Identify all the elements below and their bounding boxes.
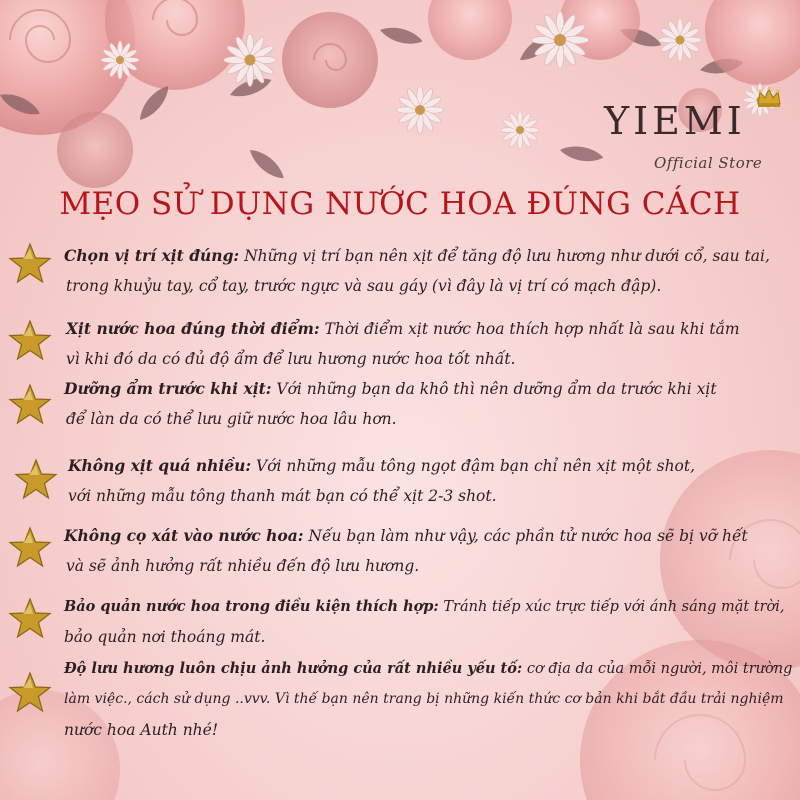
tip-text	[64, 591, 785, 623]
tip-heading: Dưỡng ẩm trước khi xịt:	[64, 379, 272, 398]
tip-text	[66, 271, 661, 302]
brand-name: YIEMI	[604, 99, 746, 143]
tip-body: Với những bạn da khô thì nên dưỡng ẩm da trước khi xịt	[271, 380, 717, 398]
star-icon	[8, 242, 52, 286]
tip-heading: Độ lưu hương luôn chịu ảnh hưởng của rất nhiều yếu tố:	[64, 660, 523, 677]
tip-body: với những mẫu tông thanh mát bạn có thể xịt 2-3 shot.	[68, 487, 497, 505]
tip-body: làm việc., cách sử dụng ..vvv. Vì thế bạn nên trang bị những kiến thức cơ bản khi bắt đầu trải nghiệm	[64, 691, 784, 707]
tip-body: để làn da có thể lưu giữ nước hoa lâu hơn.	[66, 410, 397, 428]
tip-body: Những vị trí bạn nên xịt để tăng độ lưu hương như dưới cổ, sau tai,	[239, 247, 770, 265]
tip-text	[68, 481, 497, 512]
tip-text	[64, 520, 748, 552]
tip-body: cơ địa da của mỗi người, môi trường	[522, 661, 793, 677]
tip-text	[68, 450, 695, 482]
tip-body: nước hoa Auth nhé!	[64, 721, 219, 739]
star-icon	[8, 526, 52, 570]
page-title: MẸO SỬ DỤNG NƯỚC HOA ĐÚNG CÁCH	[59, 186, 741, 222]
tip-body: trong khuỷu tay, cổ tay, trước ngực và sau gáy (vì đây là vị trí có mạch đập).	[66, 277, 662, 295]
tip-text	[66, 344, 516, 375]
tip-text	[66, 313, 740, 345]
brand-logo	[598, 98, 788, 188]
tip-heading: Không cọ xát vào nước hoa:	[64, 526, 304, 545]
tip-text	[64, 715, 218, 746]
tip-body: Tránh tiếp xúc trực tiếp với ánh sáng mặt trời,	[438, 599, 785, 615]
tip-body: Với những mẫu tông ngọt đậm bạn chỉ nên xịt một shot,	[251, 457, 696, 475]
brand-subtitle: Official Store	[654, 154, 763, 172]
tip-text	[64, 240, 770, 272]
tip-text	[66, 551, 419, 582]
star-icon	[8, 319, 52, 363]
tip-body: Thời điểm xịt nước hoa thích hợp nhất là sau khi tắm	[319, 320, 740, 338]
tip-text	[64, 684, 784, 715]
tip-body: bảo quản nơi thoáng mát.	[64, 628, 266, 646]
tip-body: Nếu bạn làm như vậy, các phần tử nước hoa sẽ bị vỡ hết	[303, 527, 748, 545]
tip-text	[64, 653, 792, 685]
tip-text	[66, 404, 397, 435]
tip-heading: Xịt nước hoa đúng thời điểm:	[66, 319, 320, 338]
tip-heading: Chọn vị trí xịt đúng:	[64, 246, 240, 265]
star-icon	[8, 383, 52, 427]
tip-heading: Không xịt quá nhiều:	[68, 456, 252, 475]
tip-body: vì khi đó da có đủ độ ẩm để lưu hương nước hoa tốt nhất.	[66, 350, 516, 368]
star-icon	[14, 458, 58, 502]
tip-text	[64, 622, 265, 653]
star-icon	[8, 597, 52, 641]
crown-icon	[756, 86, 782, 108]
star-icon	[8, 671, 52, 715]
tip-body: và sẽ ảnh hưởng rất nhiều đến độ lưu hương.	[66, 557, 420, 575]
tip-heading: Bảo quản nước hoa trong điều kiện thích hợp:	[64, 598, 439, 615]
tip-text	[64, 373, 717, 405]
